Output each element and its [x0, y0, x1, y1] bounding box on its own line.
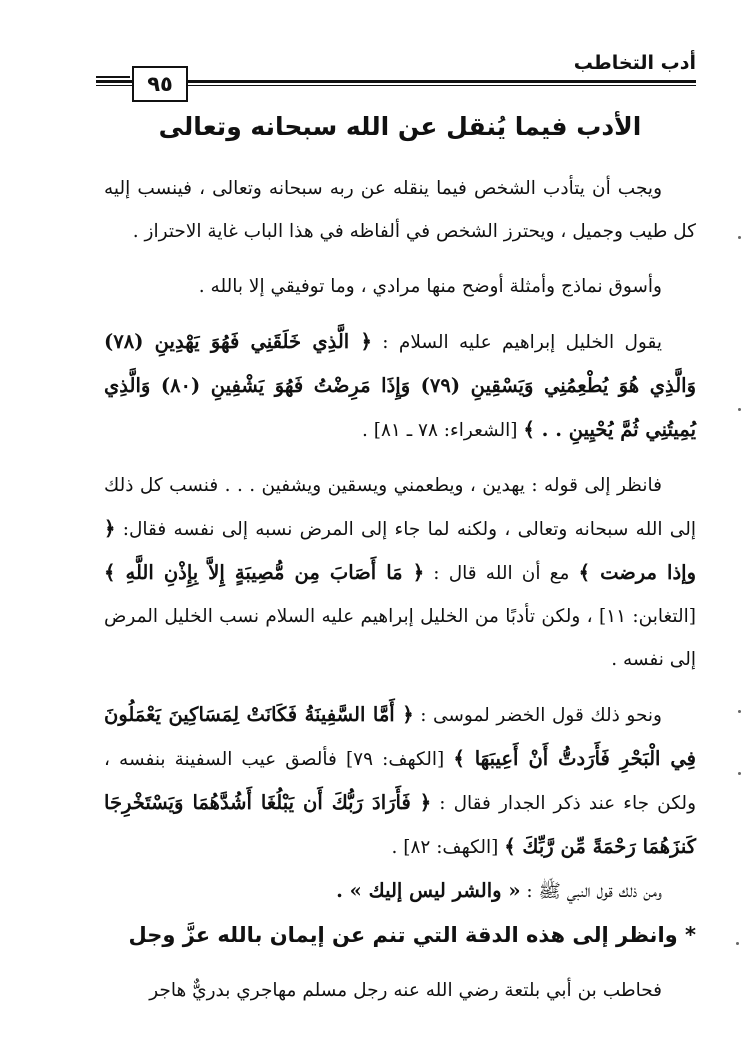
page-header: [96, 50, 696, 96]
margin-mark: [738, 408, 741, 411]
margin-mark: [738, 772, 741, 775]
quran-verse: ﴿ فَأَرَادَ رَبُّكَ أَن يَبْلُغَا أَشُدَّهُمَا وَيَسْتَخْرِجَا كَنزَهُمَا رَحْمَةً مِّن رَّبِّكَ ﴾: [104, 791, 696, 858]
paragraph-text: فألصق عيب السفينة بنفسه ، ولكن جاء عند ذكر الجدار فقال :: [104, 749, 696, 814]
paragraph: فحاطب بن أبي بلتعة رضي الله عنه رجل مسلم مهاجري بدريٌّ هاجر: [149, 980, 662, 1001]
quran-verse: ﴿ أَمَّا السَّفِينَةُ فَكَانَتْ لِمَسَاكِينَ يَعْمَلُونَ فِي الْبَحْرِ فَأَرَدتُّ أَنْ أَعِيبَهَا ﴾: [104, 703, 696, 770]
page-body: [104, 112, 696, 1012]
quran-verse: ﴿ وإذا مرضت ﴾: [104, 517, 696, 584]
quran-verse: ﴿ الَّذِي خَلَقَنِي فَهُوَ يَهْدِينِ (٧٨) وَالَّذِي هُوَ يُطْعِمُنِي وَيَسْقِينِ (٧٩) وَإِذَا مَرِضْتُ فَهُوَ يَشْفِينِ (٨٠) وَالَّذِي يُمِيتُنِي ثُمَّ يُحْيِينِ . . ﴾: [104, 330, 696, 441]
paragraph-text: مع أن الله قال :: [433, 563, 570, 584]
paragraph-text: يقول الخليل إبراهيم عليه السلام :: [382, 332, 662, 353]
paragraph-text: ومن ذلك قول النبي ﷺ :: [526, 881, 662, 902]
paragraph-ibrahim: [104, 320, 696, 452]
hadith-quote: « والشر ليس إليك » .: [336, 879, 521, 902]
header-rule-left: [96, 76, 130, 88]
paragraph: ويجب أن يتأدب الشخص فيما ينقله عن ربه سبحانه وتعالى ، فينسب إليه كل طيب وجميل ، ويحترز الشخص في ألفاظه في هذا الباب غاية الاحتراز .: [104, 178, 696, 242]
verse-reference: [الكهف: ٨٢] .: [391, 837, 499, 858]
margin-mark: [738, 236, 741, 239]
verse-reference: [التغابن: ١١]: [598, 606, 696, 627]
section-heading: الأدب فيما يُنقل عن الله سبحانه وتعالى: [158, 112, 642, 141]
paragraph-text: فانظر إلى قوله : يهدين ، ويطعمني ويسقين ويشفين . . . فنسب كل ذلك إلى الله سبحانه وتعالى ، ولكنه لما جاء إلى المرض نسبه إلى نفسه فقال:: [104, 475, 696, 540]
quran-verse: ﴿ مَا أَصَابَ مِن مُّصِيبَةٍ إِلاَّ بِإِذْنِ اللَّهِ ﴾: [104, 561, 425, 584]
paragraph-khidr: [104, 693, 696, 869]
subheading: * وانظر إلى هذه الدقة التي تنم عن إيمان بالله عزَّ وجل: [128, 923, 696, 947]
margin-mark: [738, 710, 741, 713]
paragraph: وأسوق نماذج وأمثلة أوضح منها مرادي ، وما توفيقي إلا بالله .: [198, 276, 662, 297]
paragraph-hadith: [104, 869, 696, 913]
verse-reference: [الشعراء: ٧٨ ـ ٨١] .: [362, 420, 518, 441]
paragraph-text: ونحو ذلك قول الخضر لموسى :: [420, 705, 662, 726]
paragraph-analysis: [104, 464, 696, 681]
verse-reference: [الكهف: ٧٩]: [345, 749, 445, 770]
margin-mark: [736, 942, 739, 945]
page-number: ٩٥: [132, 66, 188, 102]
running-title: أدب التخاطب: [573, 52, 696, 74]
paragraph-text: ، ولكن تأدبًا من الخليل إبراهيم عليه السلام نسب الخليل المرض إلى نفسه .: [104, 606, 696, 670]
